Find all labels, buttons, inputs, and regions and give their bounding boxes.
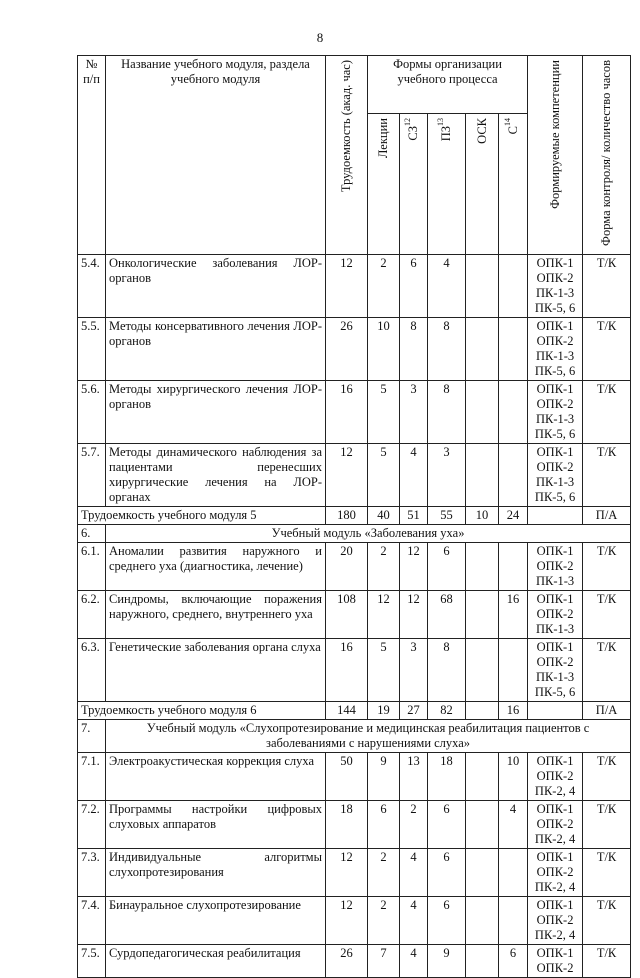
row-pz-cell: 3 [428, 443, 466, 506]
total-sz-cell: 27 [400, 701, 428, 719]
row-osk-cell [466, 542, 499, 590]
row-pz-cell: 4 [428, 254, 466, 317]
table-row [78, 542, 631, 590]
total-labor-cell: 144 [326, 701, 368, 719]
row-lec-cell: 10 [368, 317, 400, 380]
row-sz-cell: 4 [400, 443, 428, 506]
row-labor-cell: 12 [326, 848, 368, 896]
competence-code: ПК-1-3 [535, 669, 575, 684]
row-pz-cell: 6 [428, 848, 466, 896]
table-row [78, 380, 631, 443]
row-competences [528, 800, 583, 848]
total-comp-cell [528, 701, 583, 719]
module-total-row [78, 506, 631, 524]
row-labor-cell: 108 [326, 590, 368, 638]
total-osk-cell: 10 [466, 506, 499, 524]
row-labor-cell: 26 [326, 317, 368, 380]
row-control: Т/К [583, 380, 631, 443]
row-title: Синдромы, включающие поражения наружного, среднего, внутреннего уха [106, 590, 326, 638]
row-sz-cell: 6 [400, 254, 428, 317]
total-pz-cell: 55 [428, 506, 466, 524]
row-title: Бинауральное слухопротезирование [106, 896, 326, 944]
row-labor-cell: 12 [326, 254, 368, 317]
row-labor-cell: 12 [326, 896, 368, 944]
row-sz-cell: 13 [400, 752, 428, 800]
competence-code: ОПК-2 [536, 768, 574, 783]
row-sz-cell: 3 [400, 380, 428, 443]
row-s-cell [499, 254, 528, 317]
row-labor-cell: 12 [326, 443, 368, 506]
row-lec-cell: 12 [368, 590, 400, 638]
header-num: № п/п [78, 56, 106, 255]
row-labor-cell: 26 [326, 944, 368, 977]
row-number: 5.7. [78, 443, 106, 506]
row-number: 7.1. [78, 752, 106, 800]
total-label: Трудоемкость учебного модуля 5 [78, 506, 326, 524]
competence-code: ПК-5, 6 [534, 363, 576, 378]
header-control: Форма контроля/ количество часов [583, 56, 631, 255]
competence-code: ОПК-1 [536, 849, 574, 864]
row-number: 6.1. [78, 542, 106, 590]
total-osk-cell [466, 701, 499, 719]
total-label: Трудоемкость учебного модуля 6 [78, 701, 326, 719]
competence-code: ОПК-2 [536, 459, 574, 474]
competence-code: ПК-2, 4 [534, 831, 576, 846]
competence-code: ОПК-1 [536, 543, 574, 558]
row-osk-cell [466, 752, 499, 800]
row-s-cell [499, 848, 528, 896]
row-competences [528, 752, 583, 800]
row-sz-cell: 4 [400, 896, 428, 944]
competence-code: ОПК-2 [536, 960, 574, 975]
module-header-row [78, 719, 631, 752]
row-control: Т/К [583, 317, 631, 380]
total-lec-cell: 19 [368, 701, 400, 719]
competence-code: ОПК-1 [536, 753, 574, 768]
row-competences [528, 443, 583, 506]
competence-code: ПК-5, 6 [534, 684, 576, 699]
row-number: 7.3. [78, 848, 106, 896]
row-control: Т/К [583, 638, 631, 701]
competence-code: ОПК-2 [536, 396, 574, 411]
competence-code: ПК-2, 4 [534, 879, 576, 894]
row-s-cell [499, 638, 528, 701]
row-lec-cell: 6 [368, 800, 400, 848]
row-pz-cell: 8 [428, 317, 466, 380]
row-osk-cell [466, 254, 499, 317]
row-lec-cell: 2 [368, 848, 400, 896]
row-sz-cell: 4 [400, 848, 428, 896]
competence-code: ОПК-2 [536, 816, 574, 831]
header-sz: СЗ$^{12}$ [400, 114, 428, 255]
row-number: 5.5. [78, 317, 106, 380]
competence-code: ПК-1-3 [535, 348, 575, 363]
competence-code: ПК-1-3 [535, 285, 575, 300]
row-s-cell: 4 [499, 800, 528, 848]
row-osk-cell [466, 800, 499, 848]
competence-code: ОПК-1 [536, 945, 574, 960]
row-competences [528, 254, 583, 317]
row-title: Онкологические заболевания ЛОР-органов [106, 254, 326, 317]
row-s-cell [499, 542, 528, 590]
row-osk-cell [466, 944, 499, 977]
row-osk-cell [466, 317, 499, 380]
competence-code: ОПК-1 [536, 591, 574, 606]
total-sz-cell: 51 [400, 506, 428, 524]
total-s-cell: 16 [499, 701, 528, 719]
row-pz-cell: 9 [428, 944, 466, 977]
row-lec-cell: 5 [368, 443, 400, 506]
row-number: 5.6. [78, 380, 106, 443]
row-lec-cell: 5 [368, 380, 400, 443]
competence-code: ПК-2, 4 [534, 927, 576, 942]
competence-code: ОПК-2 [536, 333, 574, 348]
competence-code: ОПК-1 [536, 381, 574, 396]
table-row [78, 317, 631, 380]
module-title: Учебный модуль «Слухопротезирование и медицинская реабилитация пациентов с заболеваниями с нарушениями слуха» [106, 719, 631, 752]
row-title: Методы динамического наблюдения за пациентами перенесших хирургические лечения на ЛОР-органах [106, 443, 326, 506]
header-name: Название учебного модуля, раздела учебного модуля [106, 56, 326, 255]
row-lec-cell: 2 [368, 896, 400, 944]
row-number: 7.2. [78, 800, 106, 848]
row-competences [528, 944, 583, 977]
row-control: Т/К [583, 443, 631, 506]
module-number: 7. [78, 719, 106, 752]
row-sz-cell: 2 [400, 800, 428, 848]
competence-code: ПК-1-3 [535, 621, 575, 636]
table-row [78, 443, 631, 506]
header-pz: ПЗ$^{13}$ [428, 114, 466, 255]
row-number: 6.2. [78, 590, 106, 638]
competence-code: ОПК-2 [536, 912, 574, 927]
row-title: Программы настройки цифровых слуховых аппаратов [106, 800, 326, 848]
competence-code: ПК-5, 6 [534, 489, 576, 504]
competence-code: ОПК-2 [536, 654, 574, 669]
total-labor-cell: 180 [326, 506, 368, 524]
competence-code: ПК-1-3 [535, 474, 575, 489]
row-osk-cell [466, 590, 499, 638]
row-control: Т/К [583, 896, 631, 944]
table-row [78, 896, 631, 944]
row-lec-cell: 9 [368, 752, 400, 800]
row-competences [528, 896, 583, 944]
row-labor-cell: 50 [326, 752, 368, 800]
row-competences [528, 848, 583, 896]
row-control: Т/К [583, 800, 631, 848]
row-pz-cell: 68 [428, 590, 466, 638]
row-control: Т/К [583, 542, 631, 590]
row-pz-cell: 6 [428, 896, 466, 944]
row-number: 6.3. [78, 638, 106, 701]
total-pz-cell: 82 [428, 701, 466, 719]
row-title: Генетические заболевания органа слуха [106, 638, 326, 701]
row-s-cell [499, 317, 528, 380]
module-total-row [78, 701, 631, 719]
row-title: Индивидуальные алгоритмы слухопротезирования [106, 848, 326, 896]
total-lec-cell: 40 [368, 506, 400, 524]
row-pz-cell: 18 [428, 752, 466, 800]
table-row [78, 638, 631, 701]
table-body [78, 254, 631, 977]
row-control: Т/К [583, 944, 631, 977]
row-sz-cell: 3 [400, 638, 428, 701]
competence-code: ПК-1-3 [535, 573, 575, 588]
header-labor: Трудоемкость (акад. час) [326, 56, 368, 255]
module-header-row [78, 524, 631, 542]
row-osk-cell [466, 638, 499, 701]
competence-code: ОПК-1 [536, 897, 574, 912]
row-labor-cell: 18 [326, 800, 368, 848]
competence-code: ОПК-2 [536, 558, 574, 573]
row-title: Сурдопедагогическая реабилитация [106, 944, 326, 977]
competence-code: ПК-5, 6 [534, 300, 576, 315]
competence-code: ОПК-1 [536, 318, 574, 333]
row-title: Электроакустическая коррекция слуха [106, 752, 326, 800]
table-row [78, 752, 631, 800]
row-control: Т/К [583, 848, 631, 896]
table-row [78, 848, 631, 896]
row-s-cell: 6 [499, 944, 528, 977]
row-labor-cell: 16 [326, 380, 368, 443]
row-competences [528, 542, 583, 590]
competence-code: ОПК-1 [536, 255, 574, 270]
competence-code: ОПК-2 [536, 864, 574, 879]
row-competences [528, 380, 583, 443]
row-sz-cell: 12 [400, 590, 428, 638]
row-sz-cell: 8 [400, 317, 428, 380]
header-forms-group: Формы организации учебного процесса [368, 56, 528, 114]
competence-code: ПК-5, 6 [534, 426, 576, 441]
row-number: 7.5. [78, 944, 106, 977]
row-s-cell: 16 [499, 590, 528, 638]
row-s-cell: 10 [499, 752, 528, 800]
header-osk: ОСК [466, 114, 499, 255]
table-row [78, 800, 631, 848]
row-s-cell [499, 443, 528, 506]
row-title: Аномалии развития наружного и среднего уха (диагностика, лечение) [106, 542, 326, 590]
competence-code: ОПК-1 [536, 801, 574, 816]
page-number: 8 [316, 30, 324, 45]
competence-code: ОПК-1 [536, 639, 574, 654]
row-control: Т/К [583, 254, 631, 317]
row-control: Т/К [583, 752, 631, 800]
row-control: Т/К [583, 590, 631, 638]
competence-code: ОПК-2 [536, 270, 574, 285]
row-competences [528, 317, 583, 380]
competence-code: ОПК-1 [536, 444, 574, 459]
row-title: Методы консервативного лечения ЛОР-органов [106, 317, 326, 380]
row-lec-cell: 2 [368, 254, 400, 317]
row-s-cell [499, 380, 528, 443]
row-lec-cell: 5 [368, 638, 400, 701]
total-comp-cell [528, 506, 583, 524]
row-sz-cell: 4 [400, 944, 428, 977]
competence-code: ОПК-2 [536, 606, 574, 621]
total-s-cell: 24 [499, 506, 528, 524]
curriculum-table [77, 55, 631, 978]
row-lec-cell: 7 [368, 944, 400, 977]
row-s-cell [499, 896, 528, 944]
row-osk-cell [466, 380, 499, 443]
row-number: 5.4. [78, 254, 106, 317]
header-s: $С^{14}$ [499, 114, 528, 255]
row-osk-cell [466, 443, 499, 506]
table-row [78, 590, 631, 638]
total-ctrl-cell: П/А [583, 701, 631, 719]
module-number: 6. [78, 524, 106, 542]
row-pz-cell: 8 [428, 380, 466, 443]
row-competences [528, 590, 583, 638]
row-pz-cell: 6 [428, 542, 466, 590]
row-pz-cell: 6 [428, 800, 466, 848]
header-lectures: Лекции [368, 114, 400, 255]
row-lec-cell: 2 [368, 542, 400, 590]
competence-code: ПК-1-3 [535, 411, 575, 426]
table-row [78, 254, 631, 317]
row-sz-cell: 12 [400, 542, 428, 590]
competence-code: ПК-2, 4 [534, 783, 576, 798]
row-title: Методы хирургического лечения ЛОР-органов [106, 380, 326, 443]
row-pz-cell: 8 [428, 638, 466, 701]
table-row [78, 944, 631, 977]
module-title: Учебный модуль «Заболевания уха» [106, 524, 631, 542]
row-number: 7.4. [78, 896, 106, 944]
header-competences: Формируемые компетенции [528, 56, 583, 255]
row-labor-cell: 20 [326, 542, 368, 590]
row-osk-cell [466, 896, 499, 944]
row-labor-cell: 16 [326, 638, 368, 701]
total-ctrl-cell: П/А [583, 506, 631, 524]
row-competences [528, 638, 583, 701]
row-osk-cell [466, 848, 499, 896]
